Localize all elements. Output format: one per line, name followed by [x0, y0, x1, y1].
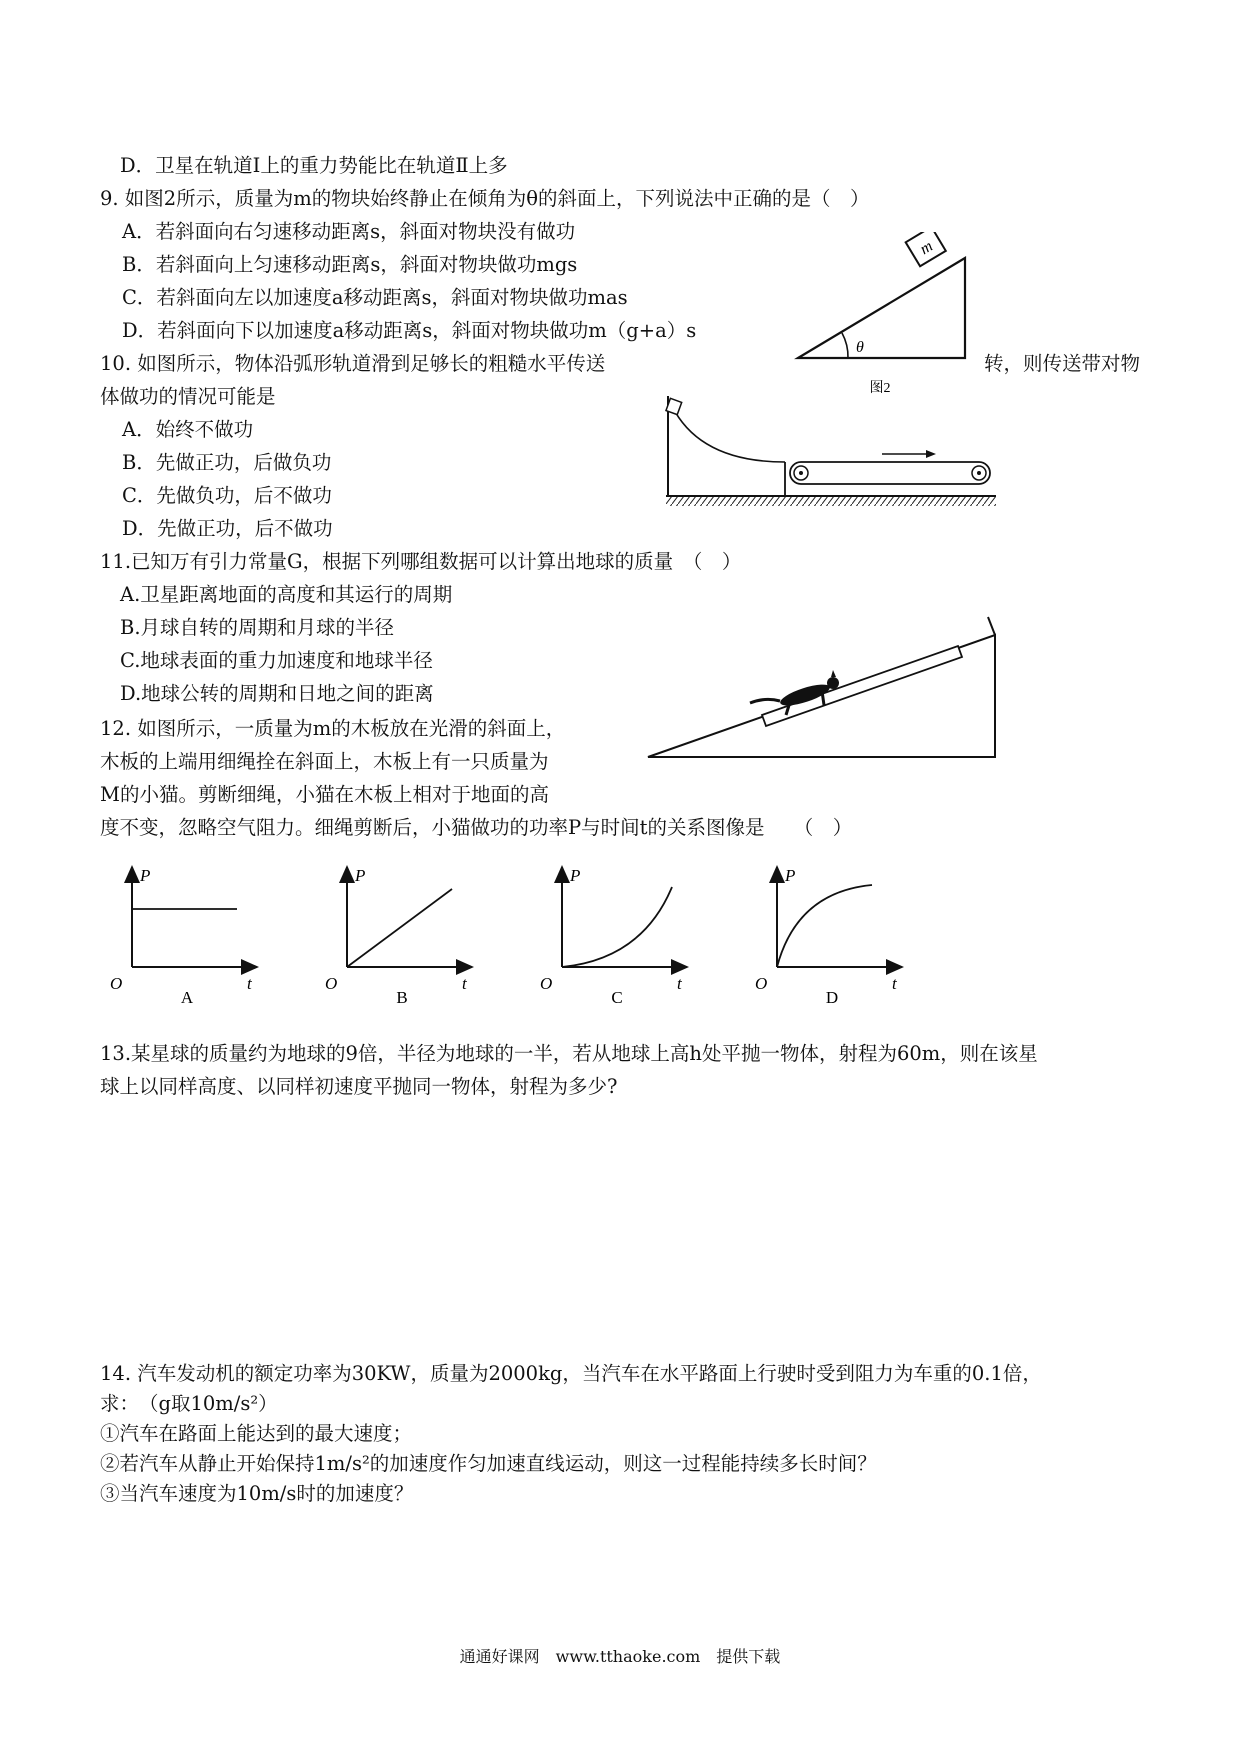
q10-stem-a: 10. 如图所示，物体沿弧形轨道滑到足够长的粗糙水平传送 — [100, 352, 606, 375]
q10-option-a: A．始终不做功 — [122, 418, 254, 441]
x-axis-label: t — [892, 974, 897, 993]
rope-anchor — [988, 617, 995, 635]
conveyor-figure — [660, 392, 1005, 512]
graph-b — [325, 866, 472, 1007]
y-axis-label: P — [570, 866, 581, 885]
q12-line-3: M的小猫。剪断细绳，小猫在木板上相对于地面的高 — [100, 783, 549, 806]
q10-option-b: B．先做正功，后做负功 — [122, 451, 332, 474]
origin-label: O — [540, 974, 553, 993]
q12-line-2: 木板的上端用细绳拴在斜面上，木板上有一只质量为 — [100, 750, 549, 773]
q12-line-1: 12. 如图所示，一质量为m的木板放在光滑的斜面上， — [100, 717, 566, 740]
q14-line-1: 14. 汽车发动机的额定功率为30KW，质量为2000kg，当汽车在水平路面上行驶时受到阻力为车重的0.1倍， — [100, 1362, 1042, 1385]
x-axis-label: t — [677, 974, 682, 993]
graph-c — [540, 866, 687, 1007]
q10-option-c: C．先做负功，后不做功 — [122, 484, 332, 507]
conveyor-belt — [790, 462, 990, 484]
ground-hatch — [666, 497, 996, 506]
q14-sub-3: ③当汽车速度为10m/s时的加速度？ — [100, 1482, 414, 1505]
y-axis-label: P — [355, 866, 366, 885]
page-footer: 通通好课网 www.tthaoke.com 提供下载 — [459, 1647, 781, 1666]
q14-line-2: 求： （g取10m/s²） — [100, 1392, 278, 1415]
incline-triangle — [798, 258, 965, 358]
x-axis-label: t — [247, 974, 252, 993]
q8-option-d: D．卫星在轨道Ⅰ上的重力势能比在轨道Ⅱ上多 — [120, 154, 508, 177]
curve — [562, 887, 672, 967]
graph-label: C — [611, 988, 623, 1007]
graph-d — [755, 866, 902, 1007]
block-m — [906, 232, 946, 266]
q14-sub-2: ②若汽车从静止开始保持1m/s²的加速度作匀加速直线运动，则这一过程能持续多长时间？ — [100, 1452, 877, 1475]
graph-label: D — [825, 988, 839, 1007]
origin-label: O — [755, 974, 768, 993]
graph-label: B — [396, 988, 408, 1007]
q9-option-a: A．若斜面向右匀速移动距离s，斜面对物块没有做功 — [122, 220, 576, 243]
q14-sub-1: ①汽车在路面上能达到的最大速度； — [100, 1422, 413, 1445]
q9-option-b: B．若斜面向上匀速移动距离s，斜面对物块做功mgs — [122, 253, 578, 276]
q9-stem: 9. 如图2所示，质量为m的物块始终静止在倾角为θ的斜面上，下列说法中正确的是（ ） — [100, 187, 870, 210]
y-axis-label: P — [785, 866, 796, 885]
graph-label: A — [180, 988, 194, 1007]
q9-option-d: D．若斜面向下以加速度a移动距离s，斜面对物块做功m（g+a）s — [122, 319, 697, 342]
q11-stem: 11.已知万有引力常量G，根据下列哪组数据可以计算出地球的质量 （ ） — [100, 550, 742, 573]
q12-line-4: 度不变，忽略空气阻力。细绳剪断后，小猫做功的功率P与时间t的关系图像是 （ ） — [100, 816, 853, 839]
q11-option-b: B.月球自转的周期和月球的半径 — [120, 616, 395, 639]
q13-line-2: 球上以同样高度、以同样初速度平抛同一物体，射程为多少? — [100, 1075, 618, 1098]
wooden-plank — [762, 646, 962, 726]
cat-plank-figure — [640, 605, 1010, 765]
block-label: m — [917, 237, 936, 259]
incline-figure — [790, 232, 990, 400]
figure-caption: 图2 — [869, 381, 891, 396]
origin-label: O — [325, 974, 338, 993]
x-axis-label: t — [462, 974, 467, 993]
q11-option-d: D.地球公转的周期和日地之间的距离 — [120, 682, 434, 705]
graph-a — [110, 866, 257, 1007]
q11-option-c: C.地球表面的重力加速度和地球半径 — [120, 649, 433, 672]
q9-option-c: C．若斜面向左以加速度a移动距离s，斜面对物块做功mas — [122, 286, 628, 309]
curve — [347, 889, 452, 967]
angle-arc — [842, 333, 848, 358]
arc-track — [672, 406, 785, 462]
q10-stem-b: 转，则传送带对物 — [984, 352, 1141, 375]
angle-label: θ — [856, 339, 864, 356]
power-time-graphs — [100, 855, 920, 1020]
curve — [777, 885, 872, 967]
origin-label: O — [110, 974, 123, 993]
q10-option-d: D．先做正功，后不做功 — [122, 517, 333, 540]
q10-stem-c: 体做功的情况可能是 — [100, 385, 276, 408]
q11-option-a: A.卫星距离地面的高度和其运行的周期 — [120, 583, 453, 606]
y-axis-label: P — [140, 866, 151, 885]
q13-line-1: 13.某星球的质量约为地球的9倍，半径为地球的一半，若从地球上高h处平抛一物体，射程为60m，则在该星 — [100, 1042, 1038, 1065]
